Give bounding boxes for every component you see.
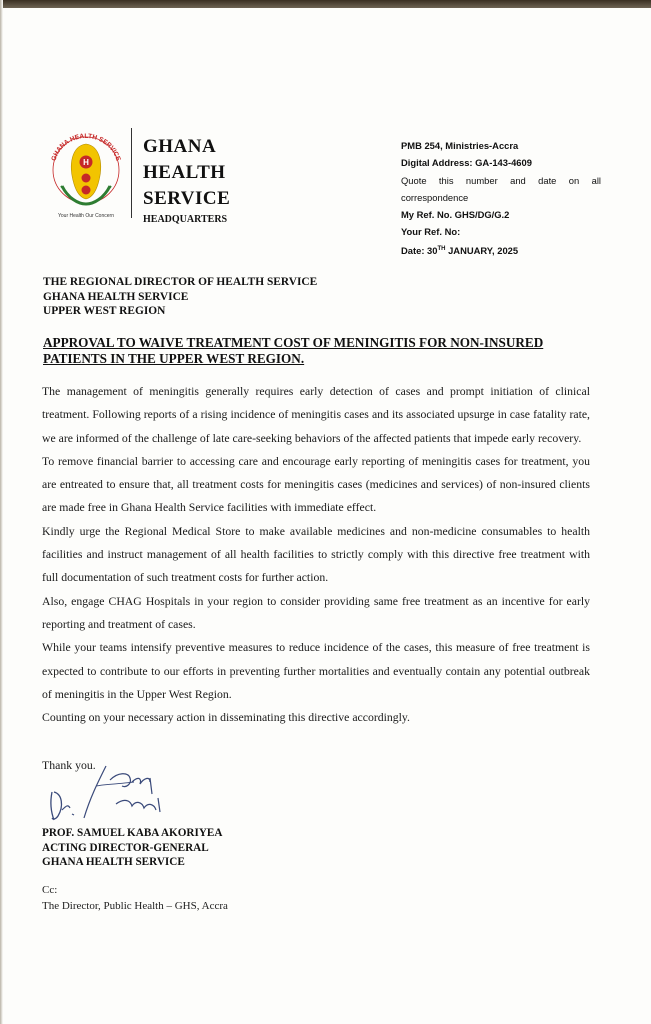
- scan-left-edge: [0, 0, 3, 1024]
- body-paragraph: Counting on your necessary action in disseminating this directive accordingly.: [42, 711, 410, 725]
- quote-instruction: Quote this number and date on all: [401, 174, 601, 186]
- signer-block: [42, 826, 222, 870]
- quote-instruction-cont: correspondence: [401, 191, 469, 203]
- ghs-logo: [44, 124, 128, 222]
- postal-address: PMB 254, Ministries-Accra: [401, 140, 519, 151]
- recipient-block: [43, 275, 317, 319]
- logo-tagline: Your Health Our Concern: [58, 213, 114, 219]
- body-paragraph: The management of meningitis generally requires early detection of cases and prompt initiation of clinical treatment. Following reports of a rising incidence of meningitis cases and its associated upsurge in case fatality rate, we are informed of the challenge of late care-seeking behaviors of the affected patients that impede early recovery.: [42, 385, 590, 445]
- recipient-line: GHANA HEALTH SERVICE: [43, 290, 189, 303]
- scan-top-edge: [0, 0, 651, 8]
- date-prefix: Date: 30: [401, 244, 438, 256]
- body-paragraph: To remove financial barrier to accessing care and encourage early reporting of meningitis cases for treatment, you are entreated to ensure that, all treatment costs for meningitis cases (medicines and services) of non-insured clients are made free in Ghana Health Service facilities with immediate effect.: [42, 454, 590, 515]
- ghs-emblem-icon: [44, 124, 128, 222]
- org-line-service: SERVICE: [143, 188, 231, 209]
- address-block: [401, 137, 601, 259]
- svg-text:H: H: [83, 158, 89, 167]
- signer-title: ACTING DIRECTOR-GENERAL: [42, 841, 209, 854]
- signer-organization: GHANA HEALTH SERVICE: [42, 856, 185, 869]
- letter-date: [401, 241, 601, 259]
- closing-thanks: Thank you.: [42, 758, 96, 772]
- recipient-line: UPPER WEST REGION: [43, 305, 166, 317]
- letter-subject: APPROVAL TO WAIVE TREATMENT COST OF MENINGITIS FOR NON-INSURED PATIENTS IN THE UPPER WEST REGION.: [43, 335, 544, 366]
- my-reference: My Ref. No. GHS/DG/G.2: [401, 209, 510, 221]
- organization-name: [143, 134, 230, 225]
- letterhead-divider: [131, 128, 132, 218]
- date-month-year: JANUARY, 2025: [445, 244, 519, 256]
- org-line-ghana: GHANA: [143, 136, 217, 157]
- body-paragraph: Also, engage CHAG Hospitals in your region to consider providing same free treatment as an incentive for early reporting and treatment of cases.: [42, 594, 590, 631]
- org-headquarters: HEADQUARTERS: [143, 214, 228, 225]
- signer-name: PROF. SAMUEL KABA AKORIYEA: [42, 827, 223, 839]
- handwritten-signature: [46, 758, 171, 826]
- letter-body: [42, 380, 590, 729]
- your-reference: Your Ref. No:: [401, 226, 461, 238]
- date-suffix-sup: TH: [437, 245, 446, 252]
- body-paragraph: While your teams intensify preventive measures to reduce incidence of the cases, this measure of free treatment is expected to contribute to our efforts in preventing further mortalities and eventually contain any potential outbreak of meningitis in the Upper West Region.: [42, 641, 590, 701]
- cc-label: Cc:: [42, 884, 58, 896]
- cc-block: [42, 882, 228, 914]
- body-paragraph: Kindly urge the Regional Medical Store to make available medicines and non-medicine consumables to health facilities and instruct management of all health facilities to strictly comply with this directive free treatment with full documentation of such treatment costs for further action.: [42, 524, 590, 585]
- digital-address: Digital Address: GA-143-4609: [401, 157, 532, 169]
- recipient-line: THE REGIONAL DIRECTOR OF HEALTH SERVICE: [43, 276, 318, 288]
- logo-ring-text: GHANA HEALTH SERVICE: [50, 132, 122, 162]
- org-line-health: HEALTH: [143, 162, 226, 183]
- cc-recipient: The Director, Public Health – GHS, Accra: [42, 900, 228, 912]
